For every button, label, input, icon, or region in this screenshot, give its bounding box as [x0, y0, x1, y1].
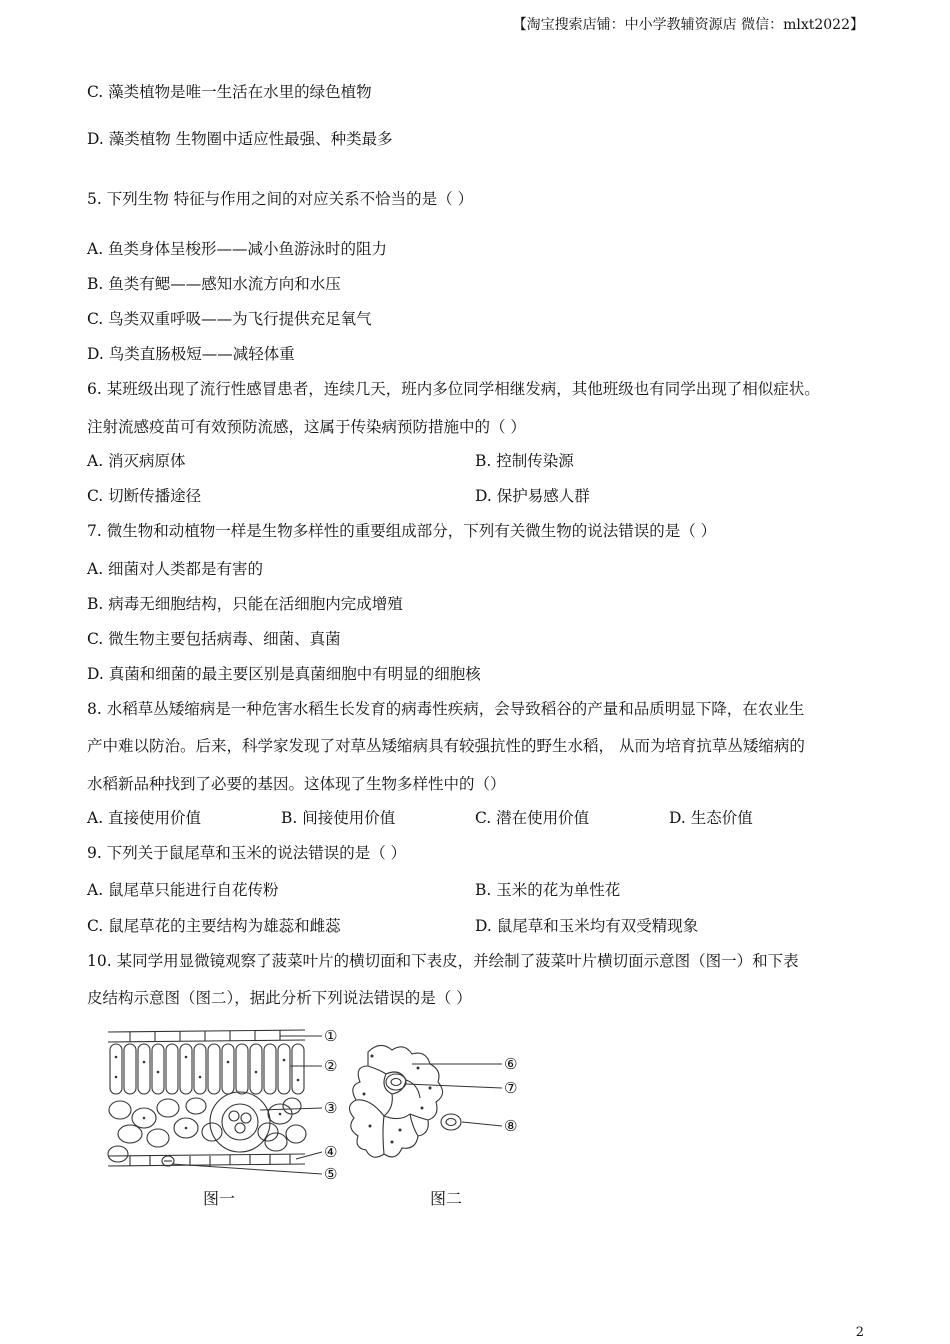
q6-stem-line1: 6. 某班级出现了流行性感冒患者，连续几天，班内多位同学相继发病，其他班级也有同学出现了相似症状。: [87, 380, 820, 398]
leaf-diagrams: [100, 1022, 540, 1212]
figure-1-caption: 图一: [203, 1189, 236, 1208]
q7-stem: 7. 微生物和动植物一样是生物多样性的重要组成部分，下列有关微生物的说法错误的是（ ）: [87, 522, 717, 540]
q8-option-a: A. 直接使用价值: [87, 809, 202, 827]
q9-stem: 9. 下列关于鼠尾草和玉米的说法错误的是（ ）: [87, 844, 407, 862]
palisade-layer: [110, 1044, 304, 1094]
q10-stem-line1: 10. 某同学用显微镜观察了菠菜叶片的横切面和下表皮，并绘制了菠菜叶片横切面示意图（图一）和下表: [87, 952, 799, 970]
label-4: ④: [324, 1143, 338, 1161]
leader-lines-fig2: [406, 1064, 502, 1126]
label-8: ⑧: [504, 1117, 518, 1135]
label-3: ③: [324, 1099, 338, 1117]
q9-option-a: A. 鼠尾草只能进行自花传粉: [87, 881, 279, 899]
label-7: ⑦: [504, 1079, 518, 1097]
label-6: ⑥: [504, 1055, 518, 1073]
q8-option-c: C. 潜在使用价值: [475, 809, 590, 827]
q10-stem-line2: 皮结构示意图（图二），据此分析下列说法错误的是（ ）: [87, 989, 472, 1007]
label-1: ①: [324, 1027, 338, 1045]
figure-2-caption: 图二: [430, 1189, 463, 1208]
q5-option-c: C. 鸟类双重呼吸——为飞行提供充足氧气: [87, 310, 372, 328]
q7-option-a: A. 细菌对人类都是有害的: [87, 560, 264, 578]
q8-stem-line2: 产中难以防治。后来，科学家发现了对草丛矮缩病具有较强抗性的野生水稻， 从而为培育抗草丛矮缩病的: [87, 737, 805, 755]
leaf-figure: [100, 1022, 540, 1212]
q7-option-b: B. 病毒无细胞结构，只能在活细胞内完成增殖: [87, 595, 403, 613]
chloroplast-dots: [115, 1056, 300, 1130]
q6-stem-line2: 注射流感疫苗可有效预防流感，这属于传染病预防措施中的（ ）: [87, 418, 526, 436]
q5-option-b: B. 鱼类有鳃——感知水流方向和水压: [87, 275, 341, 293]
q6-option-a: A. 消灭病原体: [87, 452, 186, 470]
q7-option-c: C. 微生物主要包括病毒、细菌、真菌: [87, 630, 341, 648]
q6-option-b: B. 控制传染源: [475, 452, 574, 470]
label-5: ⑤: [324, 1165, 338, 1183]
q8-option-d: D. 生态价值: [669, 809, 753, 827]
spongy-layer: [108, 1098, 306, 1162]
q8-stem-line1: 8. 水稻草丛矮缩病是一种危害水稻生长发育的病毒性疾病，会导致稻谷的产量和品质明显下降，在农业生: [87, 700, 805, 718]
leaf-cross-section: [108, 1030, 306, 1166]
q9-option-d: D. 鼠尾草和玉米均有双受精现象: [475, 917, 699, 935]
q4-option-d: D. 藻类植物 生物圈中适应性最强、种类最多: [87, 130, 393, 148]
page-header: 【淘宝搜索店铺：中小学教辅资源店 微信：mlxt2022】: [512, 17, 864, 33]
q5-option-d: D. 鸟类直肠极短——减轻体重: [87, 345, 295, 363]
q9-option-b: B. 玉米的花为单性花: [475, 881, 621, 899]
q6-option-c: C. 切断传播途径: [87, 487, 202, 505]
q8-stem-line3: 水稻新品种找到了必要的基因。这体现了生物多样性中的（）: [87, 775, 506, 793]
q7-option-d: D. 真菌和细菌的最主要区别是真菌细胞中有明显的细胞核: [87, 665, 481, 683]
q5-stem: 5. 下列生物 特征与作用之间的对应关系不恰当的是（ ）: [87, 190, 474, 208]
q4-option-c: C. 藻类植物是唯一生活在水里的绿色植物: [87, 83, 372, 101]
label-2: ②: [324, 1057, 338, 1075]
q5-option-a: A. 鱼类身体呈梭形——减小鱼游泳时的阻力: [87, 240, 388, 258]
lower-epidermis: [349, 1045, 461, 1157]
page-number: 2: [855, 1325, 864, 1340]
q6-option-d: D. 保护易感人群: [475, 487, 590, 505]
q9-option-c: C. 鼠尾草花的主要结构为雄蕊和雌蕊: [87, 917, 341, 935]
vein: [202, 1092, 278, 1152]
q8-option-b: B. 间接使用价值: [281, 809, 396, 827]
